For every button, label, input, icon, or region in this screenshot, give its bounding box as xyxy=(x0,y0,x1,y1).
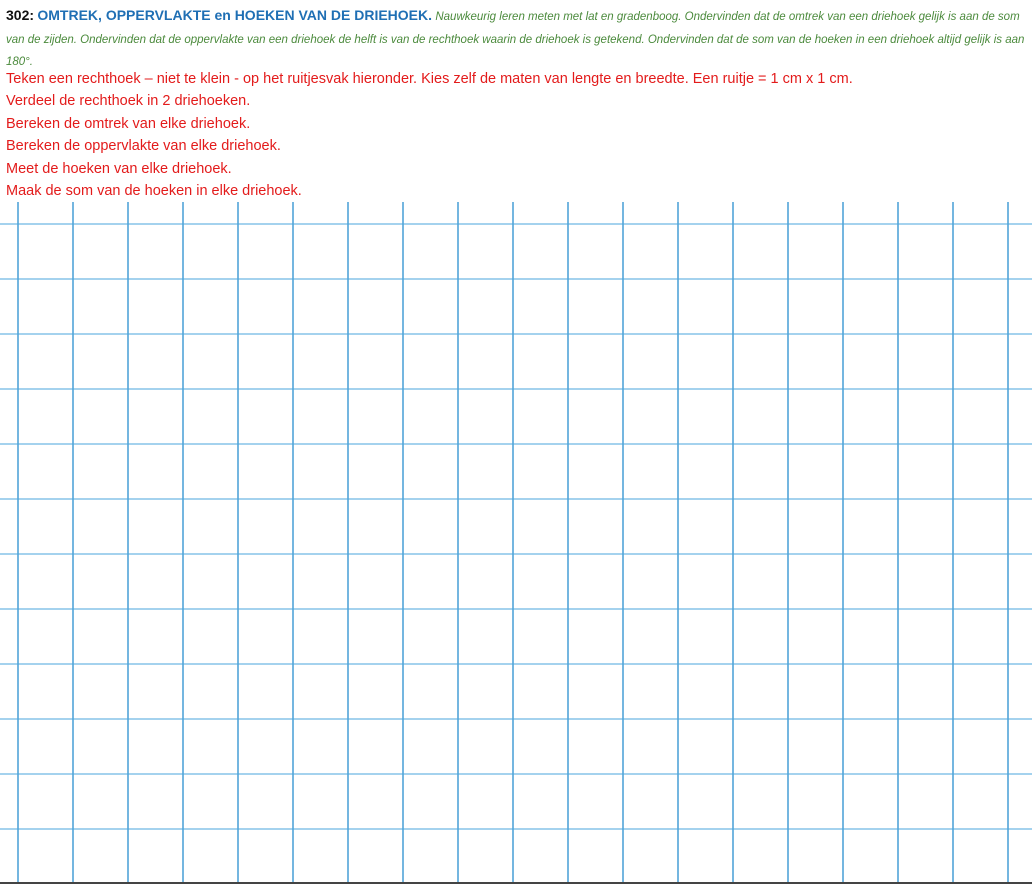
instruction-item: Maak de som van de hoeken in elke driehoek. xyxy=(6,183,302,200)
instruction-item: Teken een rechthoek – niet te klein - op het ruitjesvak hieronder. Kies zelf de maten van lengte en breedte. Een ruitje = 1 cm x 1 cm. xyxy=(6,71,853,87)
instruction-list xyxy=(6,68,1026,202)
square-grid-drawing-area[interactable] xyxy=(0,202,1032,884)
exercise-number: 302: xyxy=(6,7,35,23)
instruction-item: Bereken de omtrek van elke driehoek. xyxy=(6,115,251,132)
instruction-item: Verdeel de rechthoek in 2 driehoeken. xyxy=(6,93,251,110)
instruction-item: Bereken de oppervlakte van elke driehoek. xyxy=(6,138,281,155)
exercise-goals: Nauwkeurig leren meten met lat en gradenboog. Ondervinden dat de omtrek van een driehoek gelijk is aan de som van de zijden. Ondervinden dat de oppervlakte van een driehoek de helft is van de rechthoek waarin de driehoek is getekend. Ondervinden dat de som van de hoeken in een driehoek altijd gelijk is aan 180°. xyxy=(6,11,1025,68)
exercise-title: OMTREK, OPPERVLAKTE en HOEKEN VAN DE DRIEHOEK. xyxy=(37,7,433,23)
instruction-item: Meet de hoeken van elke driehoek. xyxy=(6,160,232,177)
exercise-header xyxy=(6,5,1028,74)
